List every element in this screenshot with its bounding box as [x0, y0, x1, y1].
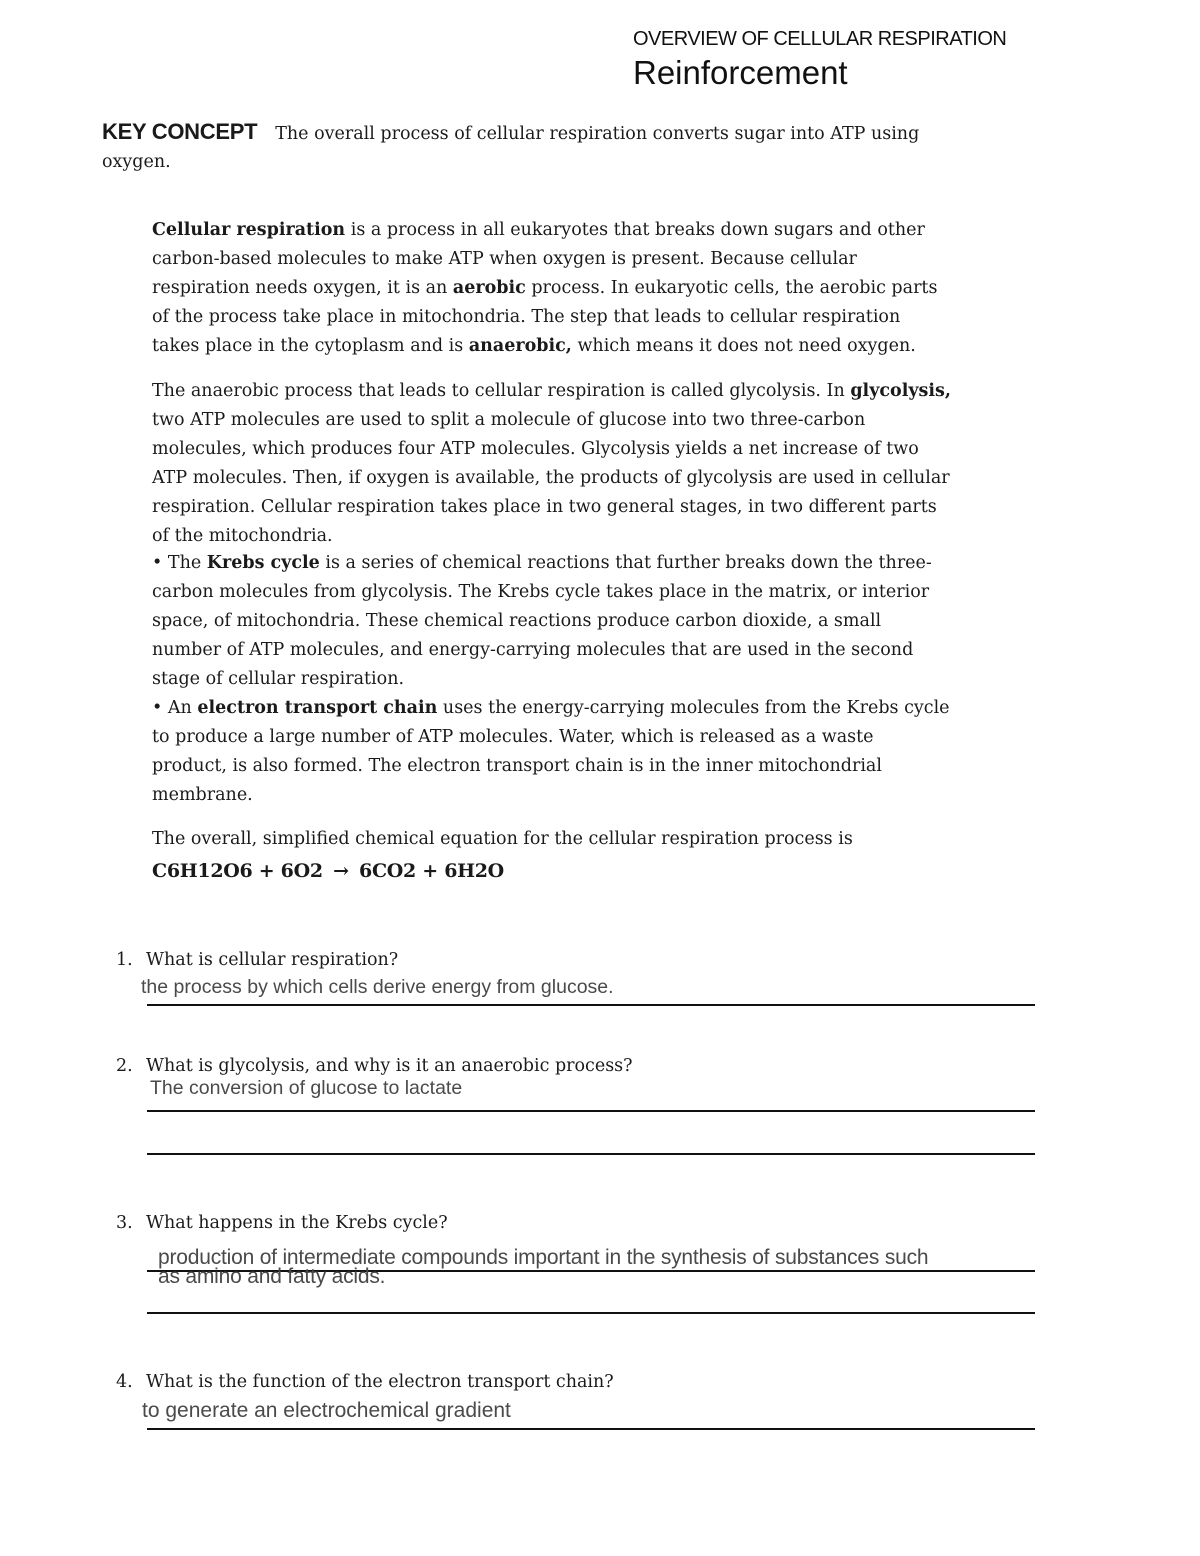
term-krebs-cycle: Krebs cycle [206, 553, 320, 573]
question-number: 3. [116, 1213, 133, 1233]
paragraph-text: process. In eukaryotic cells, the aerobic parts of the process take place in mitochondria. The step that leads to cellular respiration takes place in the cytoplasm and is [152, 278, 938, 356]
paragraph-text: uses the energy-carrying molecules from the Krebs cycle to produce a large number of ATP molecules. Water, which is released as a waste product, is also formed. The electron transport chain is in the inner mitochondrial membrane. [152, 698, 950, 805]
question-4 [116, 1372, 614, 1392]
answer-1-field[interactable]: the process by which cells derive energy from glucose. [141, 976, 614, 998]
term-anaerobic: anaerobic, [468, 336, 572, 356]
answer-line [147, 1110, 1035, 1112]
bullet-krebs-cycle [152, 549, 952, 694]
bullet-marker: • [152, 553, 163, 573]
key-concept-text: The overall process of cellular respiration converts sugar into ATP using oxygen. [102, 124, 920, 172]
paragraph-text: which means it does not need oxygen. [571, 336, 916, 356]
answer-2-field[interactable]: The conversion of glucose to lactate [150, 1077, 463, 1099]
key-concept [102, 118, 932, 176]
question-number: 1. [116, 950, 133, 970]
question-text: What happens in the Krebs cycle? [146, 1213, 448, 1233]
answer-3-field[interactable] [158, 1248, 928, 1286]
question-1 [116, 950, 398, 970]
bullet-electron-transport-chain [152, 694, 952, 810]
paragraph-text: two ATP molecules are used to split a molecule of glucose into two three-carbon molecules, which produces four ATP molecules. Glycolysis yields a net increase of two ATP molecules. Then, if oxygen is available, the products of glycolysis are used in cellular respiration. Cellular respiration takes place in two general stages, in two different parts of the mitochondria. [152, 410, 950, 546]
bullet-marker: • [152, 698, 163, 718]
term-cellular-respiration: Cellular respiration [152, 220, 346, 240]
paragraph-text: is a series of chemical reactions that further breaks down the three-carbon molecules from glycolysis. The Krebs cycle takes place in the matrix, or interior space, of mitochondria. These chemical reactions produce carbon dioxide, a small number of ATP molecules, and energy-carrying molecules that are used in the second stage of cellular respiration. [152, 553, 932, 689]
answer-line [147, 1004, 1035, 1006]
paragraph-text: is a process in all eukaryotes that breaks down sugars and other carbon-based molecules to make ATP when oxygen is present. Because cellular respiration needs oxygen, it is an [152, 220, 925, 298]
equation-reactants: C6H12O6 + 6O2 [152, 860, 323, 882]
answer-line [147, 1153, 1035, 1155]
term-aerobic: aerobic [452, 278, 526, 298]
question-number: 2. [116, 1056, 133, 1076]
paragraph-text: The [162, 553, 207, 573]
worksheet-subtitle: OVERVIEW OF CELLULAR RESPIRATION [633, 28, 1007, 50]
answer-3-line-1: production of intermediate compounds important in the synthesis of substances such [158, 1246, 929, 1269]
answer-line [147, 1428, 1035, 1430]
question-2 [116, 1056, 633, 1076]
term-electron-transport-chain: electron transport chain [197, 698, 438, 718]
question-text: What is the function of the electron transport chain? [146, 1372, 614, 1392]
answer-3-line-2: as amino and fatty acids. [158, 1265, 386, 1288]
arrow-icon: → [333, 860, 349, 882]
paragraph-cellular-respiration [152, 216, 952, 361]
answer-4-field[interactable]: to generate an electrochemical gradient [142, 1399, 511, 1422]
question-number: 4. [116, 1372, 133, 1392]
term-glycolysis: glycolysis, [850, 381, 951, 401]
question-text: What is cellular respiration? [146, 950, 399, 970]
worksheet-title: Reinforcement [633, 54, 848, 91]
key-concept-label: KEY CONCEPT [102, 119, 258, 144]
paragraph-equation-intro [152, 825, 952, 854]
equation-products: 6CO2 + 6H2O [359, 860, 504, 882]
paragraph-text: The anaerobic process that leads to cellular respiration is called glycolysis. In [152, 381, 851, 401]
answer-line [147, 1312, 1035, 1314]
paragraph-text: An [162, 698, 198, 718]
equation-intro-text: The overall, simplified chemical equation for the cellular respiration process is [152, 829, 853, 849]
chemical-equation [152, 860, 504, 882]
paragraph-glycolysis [152, 377, 952, 551]
question-3 [116, 1213, 448, 1233]
question-text: What is glycolysis, and why is it an anaerobic process? [146, 1056, 633, 1076]
